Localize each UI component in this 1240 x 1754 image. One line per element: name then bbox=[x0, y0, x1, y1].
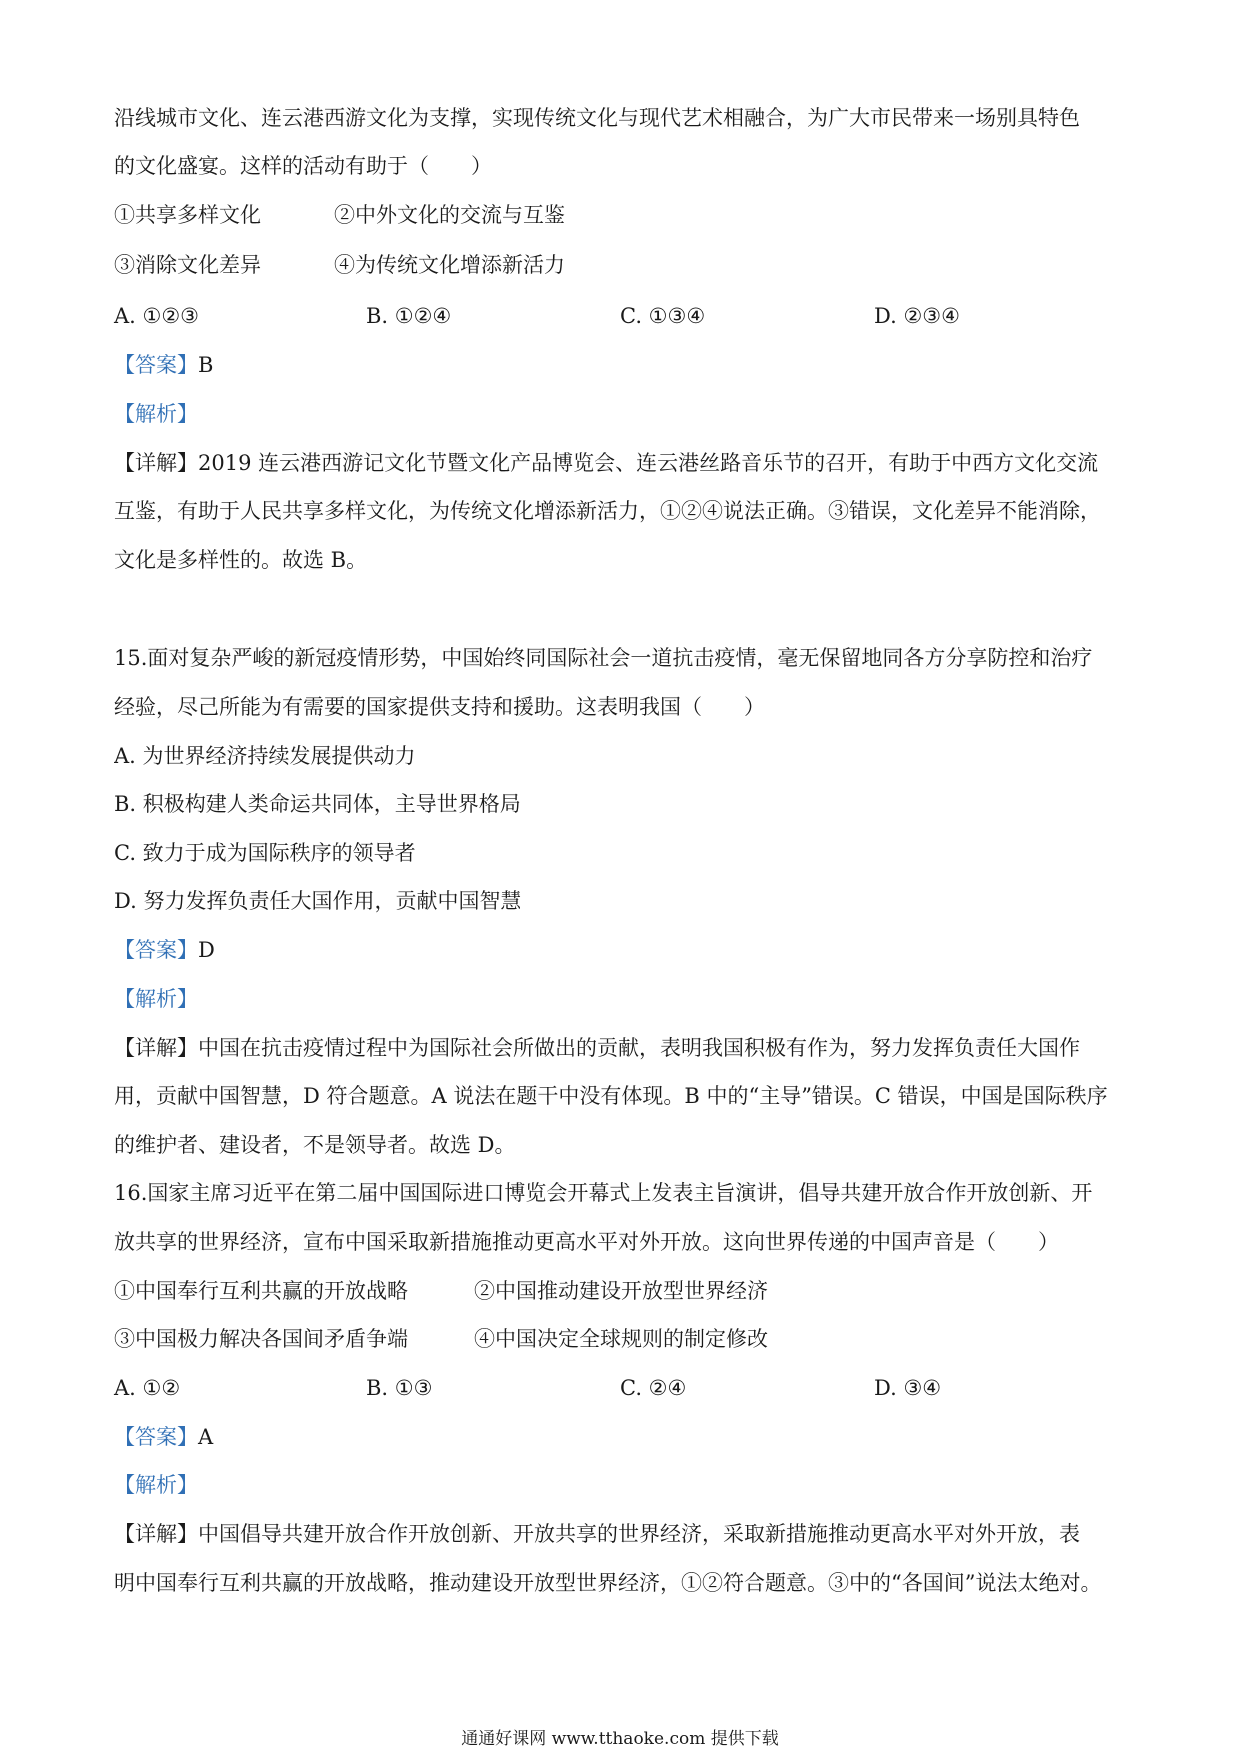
answer-value: B bbox=[198, 353, 214, 377]
q14-item-2: ②中外文化的交流与互鉴 bbox=[334, 203, 565, 227]
answer-tag: 【答案】 bbox=[114, 353, 198, 377]
analysis-tag: 【解析】 bbox=[114, 1473, 198, 1497]
q15-option-b: B. 积极构建人类命运共同体，主导世界格局 bbox=[114, 792, 521, 816]
answer-value: A bbox=[198, 1425, 214, 1449]
q14-detail-line-2: 互鉴，有助于人民共享多样文化，为传统文化增添新活力，①②④说法正确。③错误，文化差异不能消除， bbox=[114, 499, 1101, 523]
q15-option-c: C. 致力于成为国际秩序的领导者 bbox=[114, 841, 416, 865]
page-footer: 通通好课网 www.tthaoke.com 提供下载 bbox=[461, 1729, 779, 1749]
q16-item-2: ②中国推动建设开放型世界经济 bbox=[474, 1279, 768, 1303]
q15-detail-line-3: 的维护者、建设者，不是领导者。故选 D。 bbox=[114, 1133, 516, 1157]
q16-stem-line-1: 16.国家主席习近平在第二届中国国际进口博览会开幕式上发表主旨演讲，倡导共建开放合作开放创新、开 bbox=[114, 1181, 1093, 1205]
detail-text: 2019 连云港西游记文化节暨文化产品博览会、连云港丝路音乐节的召开，有助于中西方文化交流 bbox=[198, 451, 1099, 475]
q14-option-b: B. ①②④ bbox=[366, 304, 452, 328]
q16-stem-line-2: 放共享的世界经济，宣布中国采取新措施推动更高水平对外开放。这向世界传递的中国声音是（ ） bbox=[114, 1230, 1059, 1254]
q16-item-3: ③中国极力解决各国间矛盾争端 bbox=[114, 1327, 408, 1351]
q16-item-4: ④中国决定全球规则的制定修改 bbox=[474, 1327, 768, 1351]
q14-detail-line-3: 文化是多样性的。故选 B。 bbox=[114, 548, 368, 572]
detail-text: 中国在抗击疫情过程中为国际社会所做出的贡献，表明我国积极有作为，努力发挥负责任大国作 bbox=[198, 1036, 1080, 1060]
q14-item-1: ①共享多样文化 bbox=[114, 203, 261, 227]
q15-analysis bbox=[114, 984, 1134, 1014]
q14-option-a: A. ①②③ bbox=[114, 304, 199, 328]
q16-option-d: D. ③④ bbox=[874, 1376, 942, 1400]
q14-option-c: C. ①③④ bbox=[620, 304, 706, 328]
q15-stem-line-1: 15.面对复杂严峻的新冠疫情形势，中国始终同国际社会一道抗击疫情，毫无保留地同各方分享防控和治疗 bbox=[114, 646, 1093, 670]
answer-value: D bbox=[198, 938, 215, 962]
q16-item-1: ①中国奉行互利共赢的开放战略 bbox=[114, 1279, 408, 1303]
q15-option-d: D. 努力发挥负责任大国作用，贡献中国智慧 bbox=[114, 889, 522, 913]
q16-option-a: A. ①② bbox=[114, 1376, 181, 1400]
q16-option-b: B. ①③ bbox=[366, 1376, 433, 1400]
answer-tag: 【答案】 bbox=[114, 1425, 198, 1449]
detail-text: 中国倡导共建开放合作开放创新、开放共享的世界经济，采取新措施推动更高水平对外开放，表 bbox=[198, 1522, 1080, 1546]
q16-answer bbox=[114, 1422, 1134, 1452]
q14-item-4: ④为传统文化增添新活力 bbox=[334, 253, 565, 277]
q14-stem-line-1: 沿线城市文化、连云港西游文化为支撑，实现传统文化与现代艺术相融合，为广大市民带来一场别具特色 bbox=[114, 106, 1080, 130]
q14-option-d: D. ②③④ bbox=[874, 304, 960, 328]
q14-analysis bbox=[114, 399, 1134, 429]
q14-item-3: ③消除文化差异 bbox=[114, 253, 261, 277]
q16-option-c: C. ②④ bbox=[620, 1376, 687, 1400]
q15-option-a: A. 为世界经济持续发展提供动力 bbox=[114, 744, 416, 768]
q14-stem-line-2: 的文化盛宴。这样的活动有助于（ ） bbox=[114, 154, 492, 178]
q16-detail-line-1 bbox=[114, 1519, 1134, 1549]
q15-detail-line-2: 用，贡献中国智慧，D 符合题意。A 说法在题干中没有体现。B 中的“主导”错误。C 错误，中国是国际秩序 bbox=[114, 1084, 1108, 1108]
q15-stem-line-2: 经验，尽己所能为有需要的国家提供支持和援助。这表明我国（ ） bbox=[114, 695, 765, 719]
q15-detail-line-1 bbox=[114, 1033, 1134, 1063]
analysis-tag: 【解析】 bbox=[114, 987, 198, 1011]
answer-tag: 【答案】 bbox=[114, 938, 198, 962]
analysis-tag: 【解析】 bbox=[114, 402, 198, 426]
q15-answer bbox=[114, 935, 1134, 965]
q14-detail-line-1 bbox=[114, 448, 1134, 478]
detail-tag: 【详解】 bbox=[114, 1036, 198, 1060]
detail-tag: 【详解】 bbox=[114, 451, 198, 475]
detail-tag: 【详解】 bbox=[114, 1522, 198, 1546]
q16-detail-line-2: 明中国奉行互利共赢的开放战略，推动建设开放型世界经济，①②符合题意。③中的“各国间”说法太绝对。 bbox=[114, 1571, 1102, 1595]
q14-answer bbox=[114, 350, 1134, 380]
q16-analysis bbox=[114, 1470, 1134, 1500]
